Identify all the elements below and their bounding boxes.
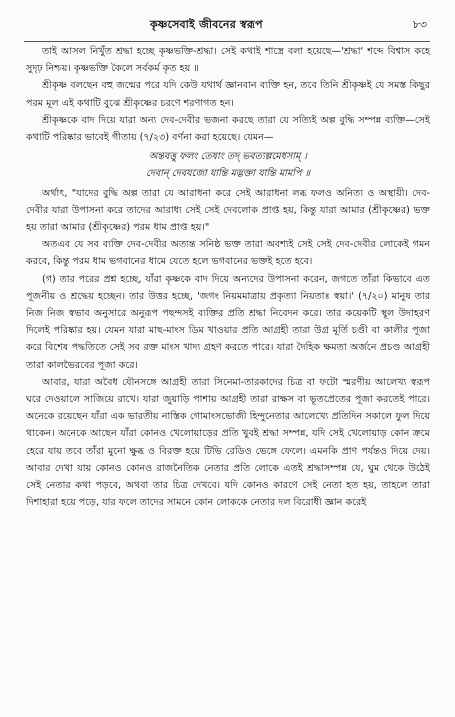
paragraph: শ্রীকৃষ্ণকে বাদ দিয়ে যারা অন্য দেব-দেবীর ভজনা করছে তারা যে সত্যিই অল্প বুদ্ধি সম্পন্ন ব্যক্তি—সেই কথাটি পরিষ্কার ভাবেই গীতায় (৭/২৩) বর্ণনা করা হয়েছে। যেমন— <box>26 114 430 144</box>
header-rule <box>24 41 430 42</box>
running-title: কৃষ্ণসেবাই জীবনের স্বরূপ <box>150 18 263 31</box>
page-number: ৮৩ <box>412 18 427 31</box>
paragraph: আবার, যারা অবৈধ যৌনসঙ্গে আগ্রহী তারা সিনেমা-তারকাদের চিত্র বা ফটো স্মরণীয় আলেখ্য স্বরূপ ঘরে দেওয়ালে সাজিয়ে রাখে। যারা জুয়াড়ি পাশায় আগ্রহী তারা রাক্ষস বা ভূতপ্রেতের পূজা করতেই পারে। অনেকে রয়েছেন যাঁরা এক ভারতীয় নাস্তিক গোমাংসভোজী হিন্দুনেতার আলেখ্যে প্রতিদিন সকালে ফুল দিয়ে থাকেন। অনেকে আছেন যাঁরা কোনও খেলোয়াড়ের প্রতি খুবই শ্রদ্ধা সম্পন্ন, যদি সেই খেলোয়াড় কোন ক্রমে হেরে যায় তবে তাঁরা মুনো ক্ষুব্ধ ও বিরক্ত হয়ে টিভি রেডিও ভেঙ্গে ফেলে। এমনকি প্রাণ পর্যন্তও দিয়ে দেয়। আবার দেখা যায় কোনও কোনও রাজনৈতিক নেতার প্রতি লোকে এতই শ্রদ্ধাসম্পন্ন যে, ঘুম থেকে উঠেই সেই নেতার কথা পড়বে, অথবা তার চিত্র দেখবে। যদি কোনও কারণে সেই নেতা হত হয়, তাহলে তারা দিশাহারা হয়ে পড়ে, যার ফলে তাদের সামনে কোন লোককে নেতার দল বিরোধী জ্ঞান করেই <box>26 376 430 509</box>
paragraph: তাই আসল নিখুঁত শ্রদ্ধা হচ্ছে কৃষ্ণভক্তি-শ্রদ্ধা। সেই কথাই শাস্ত্রে বলা হয়েছে—'শ্রদ্ধা' শব্দে বিশ্বাস কহে সুদৃঢ় নিশ্চয়। কৃষ্ণভক্তি কৈলে সর্বকর্ম কৃত হয় ॥ <box>26 46 430 75</box>
verse-line-1: অন্তবত্তু ফলং তেষাং তদ্ ভবত্যল্পমেধসাম্ । <box>149 151 307 163</box>
paragraph: (গ) তার পরের প্রশ্ন হচ্ছে, যাঁরা কৃষ্ণকে বাদ দিয়ে অন্যদের উপাসনা করেন, জগতে তাঁরা কিভাবে এত পূজনীয় ও শ্রদ্ধেয় হচ্ছেন। তার উত্তর হচ্ছে, 'জগং নিয়মমাত্রায় প্রকৃত্যা নিয়তাঃ স্বয়া।' (৭/২০) মানুষ তার নিজ নিজ স্বভাব অনুসারে অনুরূপ পছন্দসই ব্যক্তির প্রতি শ্রদ্ধা নিবেদন করে। তার কয়েকটি স্থূল উদাহরণ দিলেই পরিষ্কার হয়। যেমন যারা মাছ-মাংস ডিম খাওয়ার প্রতি আগ্রহী তারা উগ্র মূর্তি চণ্ডী বা কালীর পূজা করে বিশেষ পদ্ধতিতে সেই সব রক্ত মাংস খাদ্য গ্রহণ করতে পারে। যারা দৈহিক ক্ষমতা অর্জনে প্রচণ্ড আগ্রহী তারা কালভৈরবের পূজা করে। <box>26 273 430 371</box>
paragraph: শ্রীকৃষ্ণ বলছেন বহু জন্মের পরে যদি কেউ যথার্থ জ্ঞানবান ব্যক্তি হন, তবে তিনি শ্রীকৃষ্ণই যে সমস্ত কিছুর পরম মূল এই কথাটি বুঝে শ্রীকৃষ্ণের চরণে শরণাগত হন। <box>26 80 430 109</box>
paragraph: অতএব যে সব ব্যক্তি দেব-দেবীর অত্যন্ত সনিষ্ঠ ভক্ত তারা অবশ্যই সেই সেই দেব-দেবীর লোকেই গমন করবে, কিন্তু পরম ধাম ভগবানের ধামে যেতে হলে ভগবানের ভক্তই হতে হবে। <box>26 239 430 268</box>
main-text <box>26 43 430 511</box>
verse-line-2: দেবান্ দেবযজো যান্তি মদ্ভক্তা যান্তি মামপি ॥ <box>145 168 311 180</box>
gita-verse <box>26 148 430 182</box>
paragraph: অর্থাৎ, "যাদের বুদ্ধি অল্প তারা যে আরাধনা করে সেই আরাধনা লব্ধ ফলও অনিত্য ও অস্থায়ী। দেব-দেবীর যারা উপাসনা করে তাদের আরাধ্য সেই সেই দেবলোক প্রাপ্ত হয়, কিন্তু যারা আমার (শ্রীকৃষ্ণের) ভক্ত হয় তারা আমার (শ্রীকৃষ্ণের) পরম ধাম প্রাপ্ত হয়।" <box>26 187 430 234</box>
page-header <box>0 12 455 36</box>
